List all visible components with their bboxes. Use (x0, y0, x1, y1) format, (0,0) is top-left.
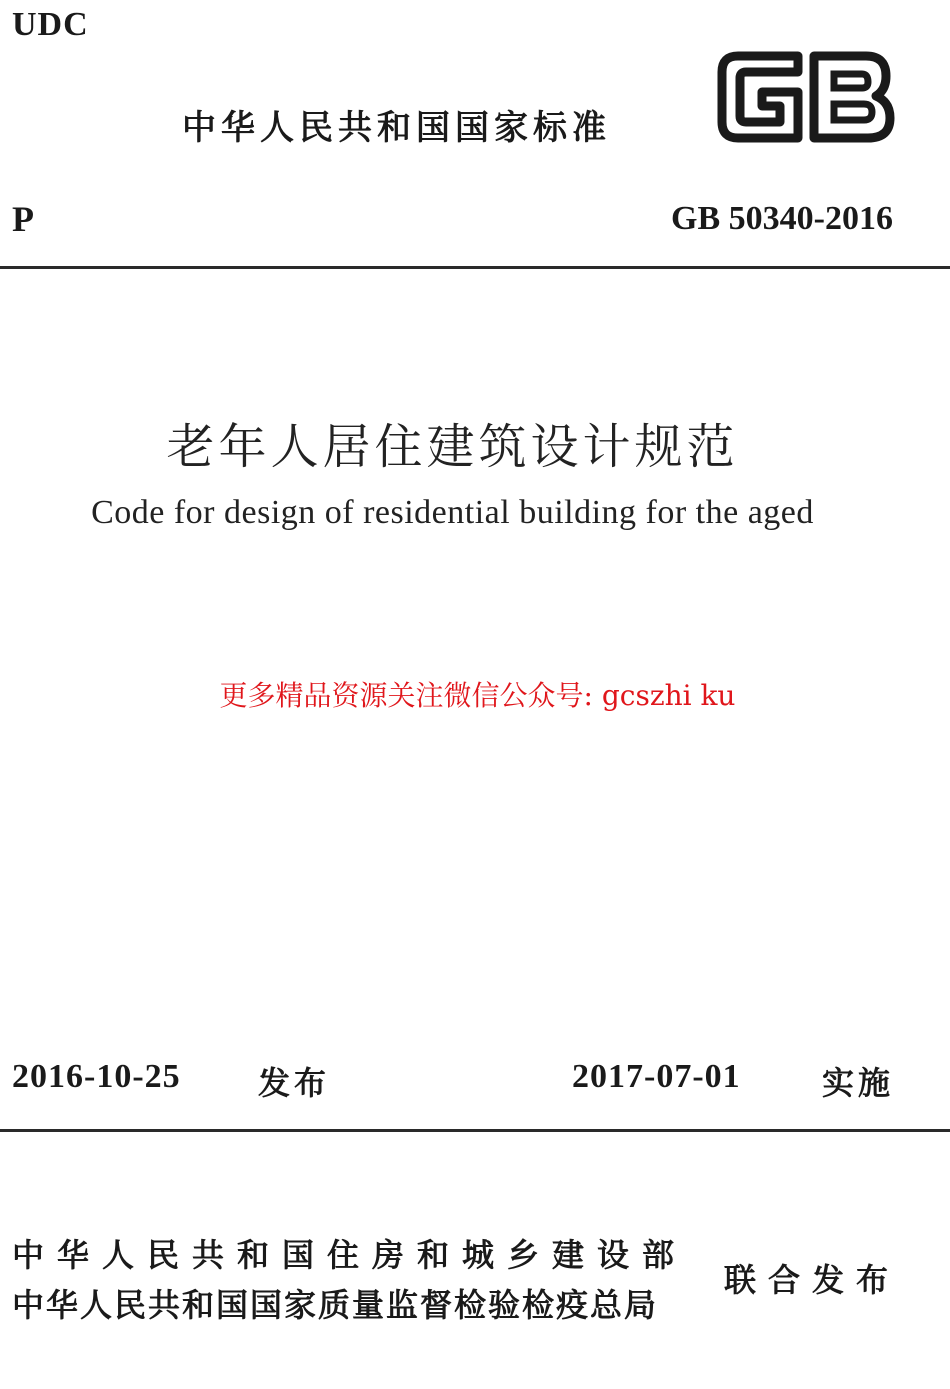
classification-code: P (12, 199, 34, 239)
promo-watermark-text: 更多精品资源关注微信公众号: gcszhi ku (219, 679, 736, 712)
document-title-zh: 老年人居住建筑设计规范 (166, 419, 739, 475)
standard-number: GB 50340-2016 (671, 200, 893, 237)
issue-date: 2016-10-25 (12, 1058, 181, 1095)
udc-label: UDC (12, 6, 89, 43)
joint-issue-label: 联合发布 (724, 1261, 901, 1299)
footer-divider (0, 1129, 950, 1132)
implementation-date: 2017-07-01 (572, 1058, 741, 1095)
document-title-en: Code for design of residential building for the aged (91, 494, 814, 531)
issue-label: 发布 (258, 1064, 331, 1102)
implementation-label: 实施 (822, 1064, 895, 1102)
header-divider (0, 266, 950, 269)
standard-type-title: 中华人民共和国国家标准 (182, 108, 611, 148)
publisher-line-1: 中华人民共和国住房和城乡建设部 (12, 1236, 688, 1274)
publisher-line-2: 中华人民共和国国家质量监督检验检疫总局 (12, 1286, 659, 1324)
gb-logo (716, 50, 896, 144)
